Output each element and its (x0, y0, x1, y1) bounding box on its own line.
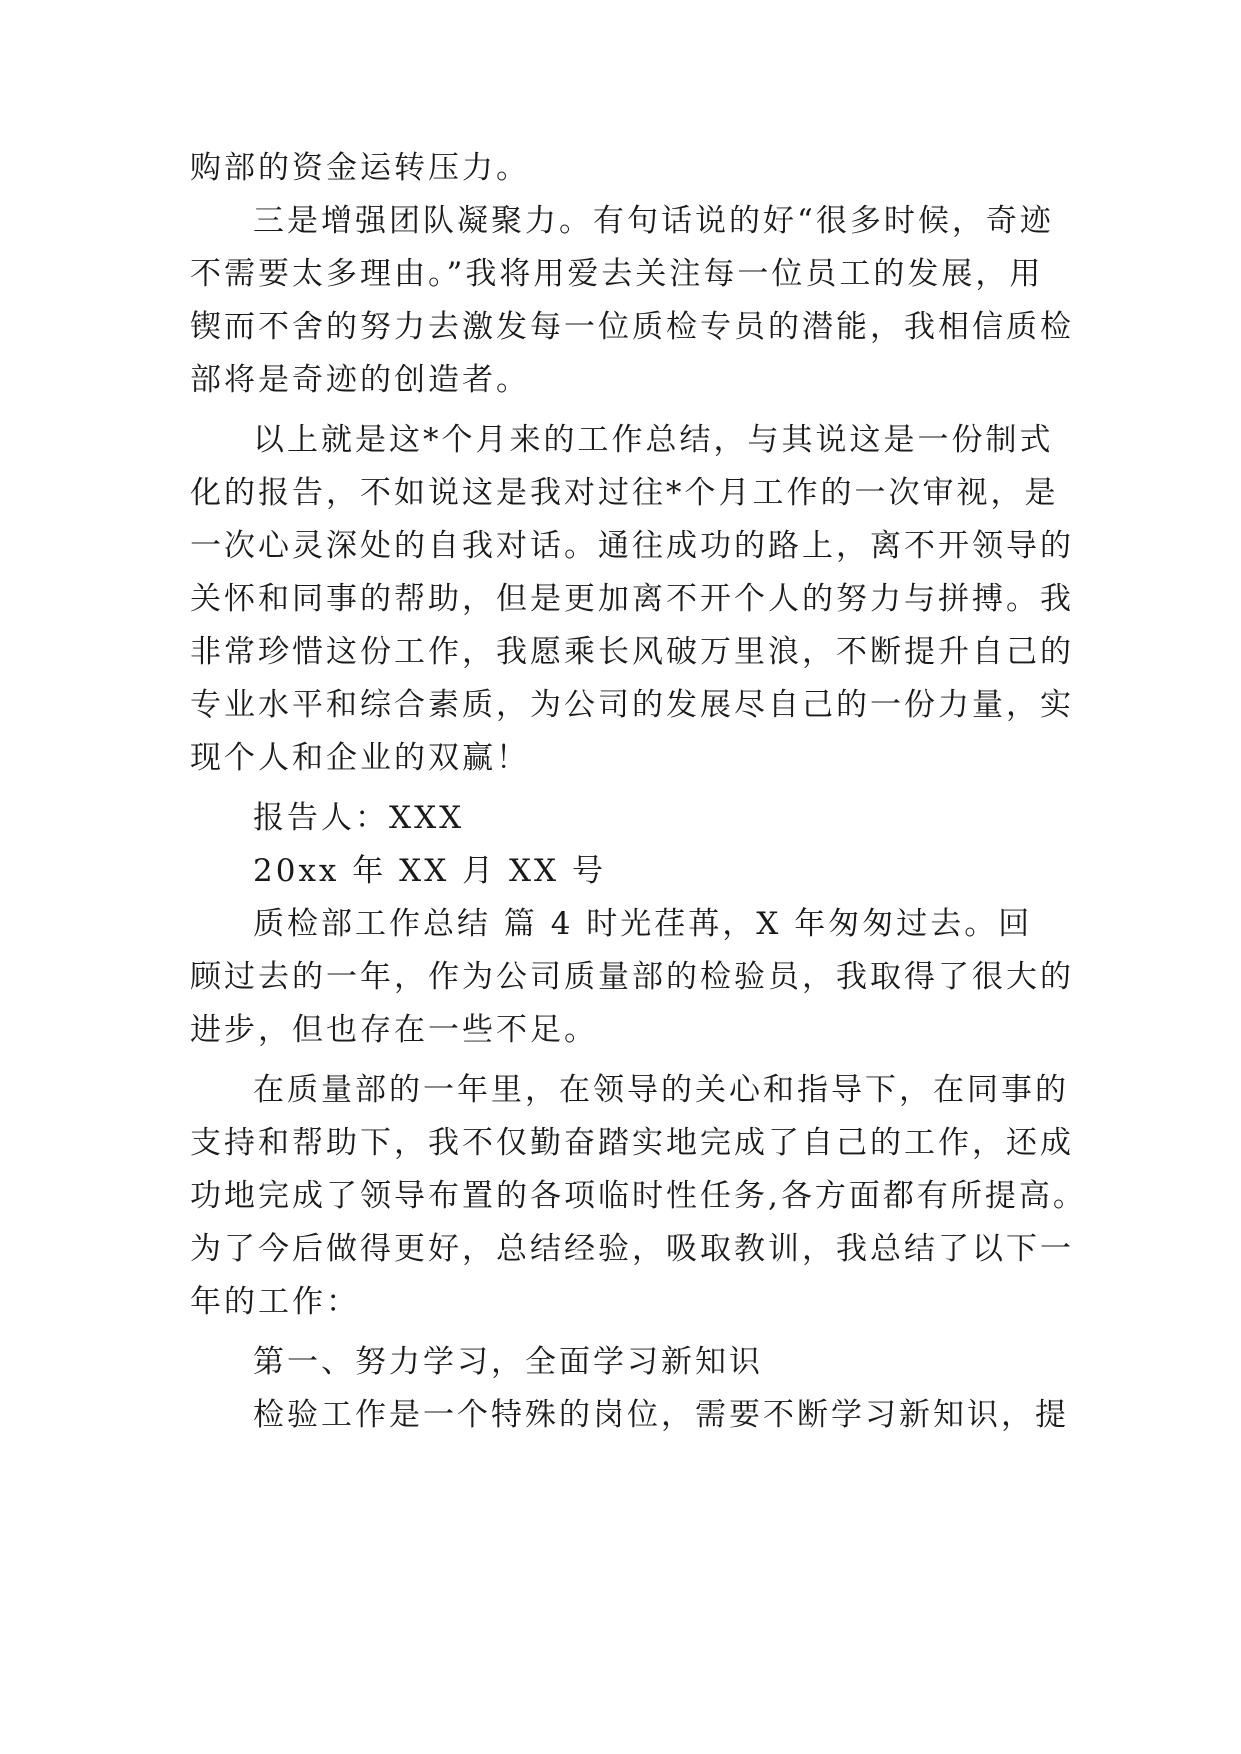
text-line: 锲而不舍的努力去激发每一位质检专员的潜能，我相信质检 (190, 309, 1074, 345)
text-line: 报告人：XXX (253, 800, 465, 836)
text-line: 三是增强团队凝聚力。有句话说的好“很多时候，奇迹 (253, 203, 1054, 239)
text-line: 为了今后做得更好，总结经验，吸取教训，我总结了以下一 (190, 1231, 1074, 1267)
text-line: 顾过去的一年，作为公司质量部的检验员，我取得了很大的 (190, 959, 1074, 995)
text-line: 在质量部的一年里，在领导的关心和指导下，在同事的 (253, 1072, 1069, 1108)
text-line: 功地完成了领导布置的各项临时性任务,各方面都有所提高。 (190, 1178, 1087, 1214)
text-line: 部将是奇迹的创造者。 (190, 362, 530, 398)
text-line: 不需要太多理由。”我将用爱去关注每一位员工的发展，用 (190, 256, 1044, 292)
text-line: 非常珍惜这份工作，我愿乘长风破万里浪，不断提升自己的 (190, 634, 1074, 670)
text-line: 化的报告，不如说这是我对过往*个月工作的一次审视，是 (190, 475, 1059, 511)
text-line: 购部的资金运转压力。 (190, 150, 530, 186)
text-line: 专业水平和综合素质，为公司的发展尽自己的一份力量，实 (190, 687, 1074, 723)
text-line: 质检部工作总结 篇 4 时光荏苒，X 年匆匆过去。回 (253, 906, 1033, 942)
text-line: 20xx 年 XX 月 XX 号 (253, 853, 606, 889)
text-line: 进步，但也存在一些不足。 (190, 1012, 598, 1048)
text-line: 第一、努力学习，全面学习新知识 (253, 1344, 763, 1380)
text-line: 年的工作： (190, 1284, 360, 1320)
text-line: 关怀和同事的帮助，但是更加离不开个人的努力与拼搏。我 (190, 581, 1074, 617)
text-line: 检验工作是一个特殊的岗位，需要不断学习新知识，提 (253, 1397, 1069, 1433)
text-line: 以上就是这*个月来的工作总结，与其说这是一份制式 (253, 422, 1054, 458)
text-line: 现个人和企业的双赢！ (190, 740, 530, 776)
text-line: 一次心灵深处的自我对话。通往成功的路上，离不开领导的 (190, 528, 1074, 564)
text-line: 支持和帮助下，我不仅勤奋踏实地完成了自己的工作，还成 (190, 1125, 1074, 1161)
